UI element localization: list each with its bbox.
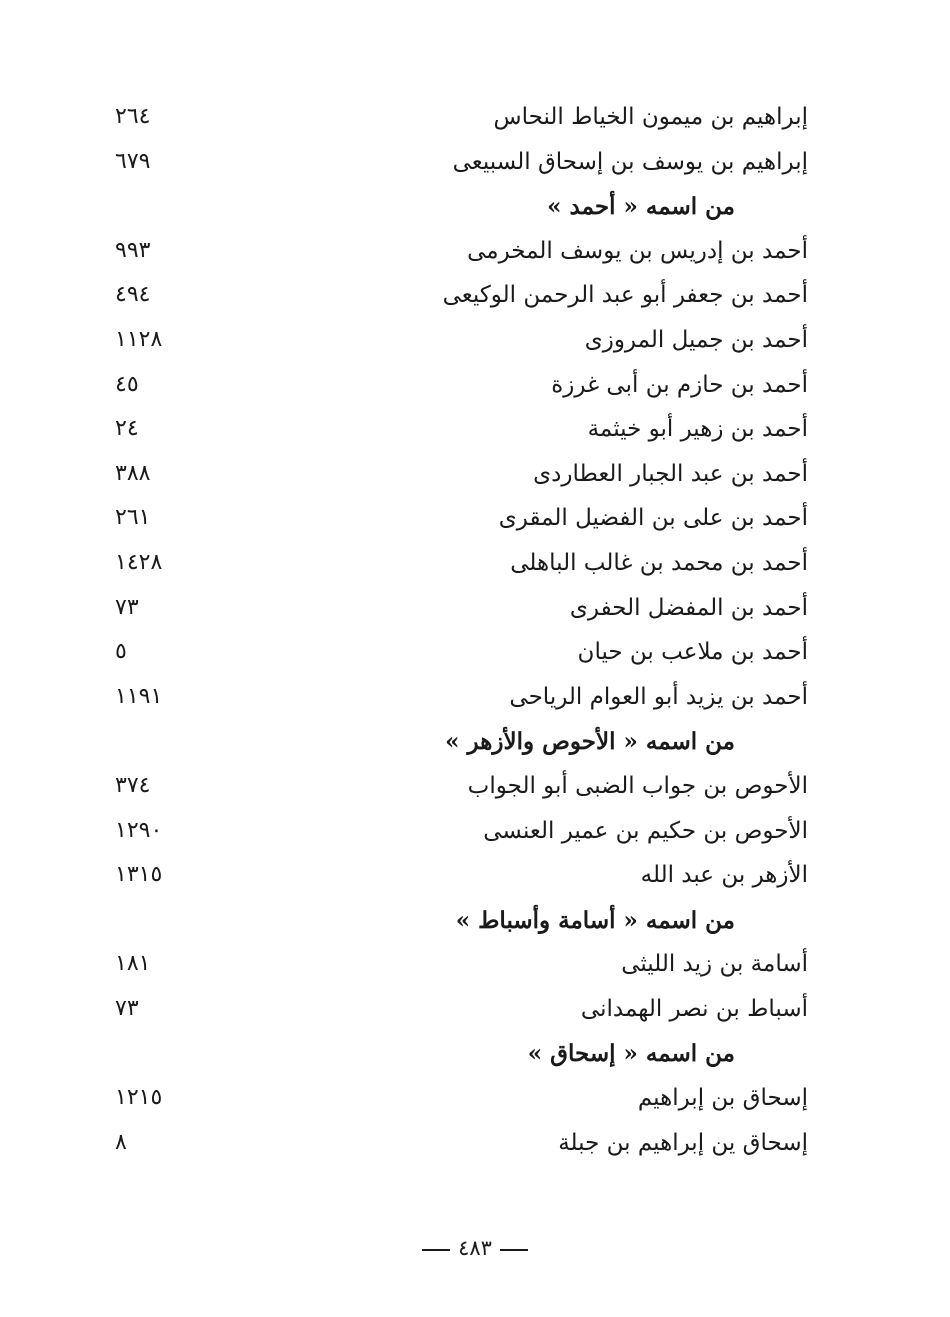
entry-name: إسحاق ين إبراهيم بن جبلة — [558, 1129, 808, 1156]
entry-name: أحمد بن إدريس بن يوسف المخرمى — [467, 237, 808, 264]
entry-page-number: ٣٨٨ — [115, 460, 151, 486]
index-entry — [0, 1126, 950, 1171]
entry-name: أحمد بن عبد الجبار العطاردى — [533, 460, 808, 487]
entry-name: أحمد بن جميل المروزى — [584, 326, 808, 353]
index-entry — [0, 769, 950, 814]
index-entry — [0, 457, 950, 502]
entry-page-number: ٦٧٩ — [115, 148, 151, 174]
index-entry — [0, 234, 950, 279]
page-footer — [0, 1236, 950, 1260]
section-heading-title: من اسمه « الأحوص والأزهر » — [445, 728, 735, 756]
entry-page-number: ١٣١٥ — [115, 862, 163, 888]
entry-name: الأزهر بن عبد الله — [640, 862, 808, 889]
entry-page-number: ١٤٢٨ — [115, 549, 163, 575]
index-entry — [0, 546, 950, 591]
page-number: ٤٨٣ — [458, 1236, 492, 1260]
entry-page-number: ٥ — [115, 639, 127, 665]
index-entry — [0, 635, 950, 680]
section-heading-title: من اسمه « أحمد » — [547, 193, 735, 221]
section-heading — [0, 903, 950, 948]
entry-name: أحمد بن المفضل الحفرى — [569, 594, 808, 621]
index-entry — [0, 412, 950, 457]
index-entry — [0, 591, 950, 636]
entry-page-number: ٣٧٤ — [115, 772, 151, 798]
entry-name: أسامة بن زيد الليثى — [621, 951, 808, 978]
entry-page-number: ٢٦٤ — [115, 104, 151, 129]
entry-page-number: ٤٩٤ — [115, 282, 151, 308]
entry-name: أسباط بن نصر الهمدانى — [580, 995, 808, 1022]
entry-name: أحمد بن جعفر أبو عبد الرحمن الوكيعى — [442, 282, 808, 309]
footer-dash-left — [422, 1249, 450, 1251]
section-heading — [0, 189, 950, 234]
section-heading — [0, 724, 950, 769]
index-entry — [0, 1081, 950, 1126]
entry-name: إبراهيم بن ميمون الخياط النحاس — [493, 104, 808, 130]
entry-page-number: ١٢٩٠ — [115, 817, 163, 843]
entry-page-number: ١١٢٨ — [115, 326, 163, 352]
entry-page-number: ١٢١٥ — [115, 1085, 163, 1111]
index-entry — [0, 814, 950, 859]
index-entry — [0, 278, 950, 323]
index-entry — [0, 145, 950, 190]
entry-name: أحمد بن حازم بن أبى غرزة — [551, 371, 808, 398]
entry-page-number: ٨ — [115, 1129, 127, 1155]
entry-name: إبراهيم بن يوسف بن إسحاق السبيعى — [452, 148, 808, 175]
section-heading-title: من اسمه « إسحاق » — [527, 1040, 735, 1068]
name-index-list — [0, 100, 950, 1170]
index-entry — [0, 501, 950, 546]
index-entry — [0, 992, 950, 1037]
index-entry — [0, 100, 950, 145]
entry-page-number: ٤٥ — [115, 371, 139, 397]
footer-dash-right — [500, 1249, 528, 1251]
index-entry — [0, 858, 950, 903]
entry-name: الأحوص بن جواب الضبى أبو الجواب — [467, 772, 808, 799]
index-entry — [0, 947, 950, 992]
entry-page-number: ٩٩٣ — [115, 237, 151, 263]
entry-page-number: ٧٣ — [115, 995, 139, 1021]
entry-page-number: ١١٩١ — [115, 683, 163, 709]
index-entry — [0, 323, 950, 368]
entry-name: أحمد بن محمد بن غالب الباهلى — [510, 549, 808, 576]
entry-name: أحمد بن على بن الفضيل المقرى — [498, 505, 808, 532]
entry-name: أحمد بن زهير أبو خيثمة — [587, 416, 808, 443]
entry-page-number: ٢٤ — [115, 416, 139, 442]
entry-page-number: ٧٣ — [115, 594, 139, 620]
section-heading-title: من اسمه « أسامة وأسباط » — [455, 906, 735, 934]
entry-name: أحمد بن يزيد أبو العوام الرياحى — [509, 683, 808, 710]
index-entry — [0, 368, 950, 413]
section-heading — [0, 1036, 950, 1081]
entry-name: أحمد بن ملاعب بن حيان — [577, 639, 808, 666]
entry-name: الأحوص بن حكيم بن عمير العنسى — [483, 817, 808, 844]
index-entry — [0, 680, 950, 725]
entry-page-number: ١٨١ — [115, 951, 151, 977]
entry-name: إسحاق بن إبراهيم — [637, 1085, 808, 1112]
entry-page-number: ٢٦١ — [115, 505, 151, 531]
